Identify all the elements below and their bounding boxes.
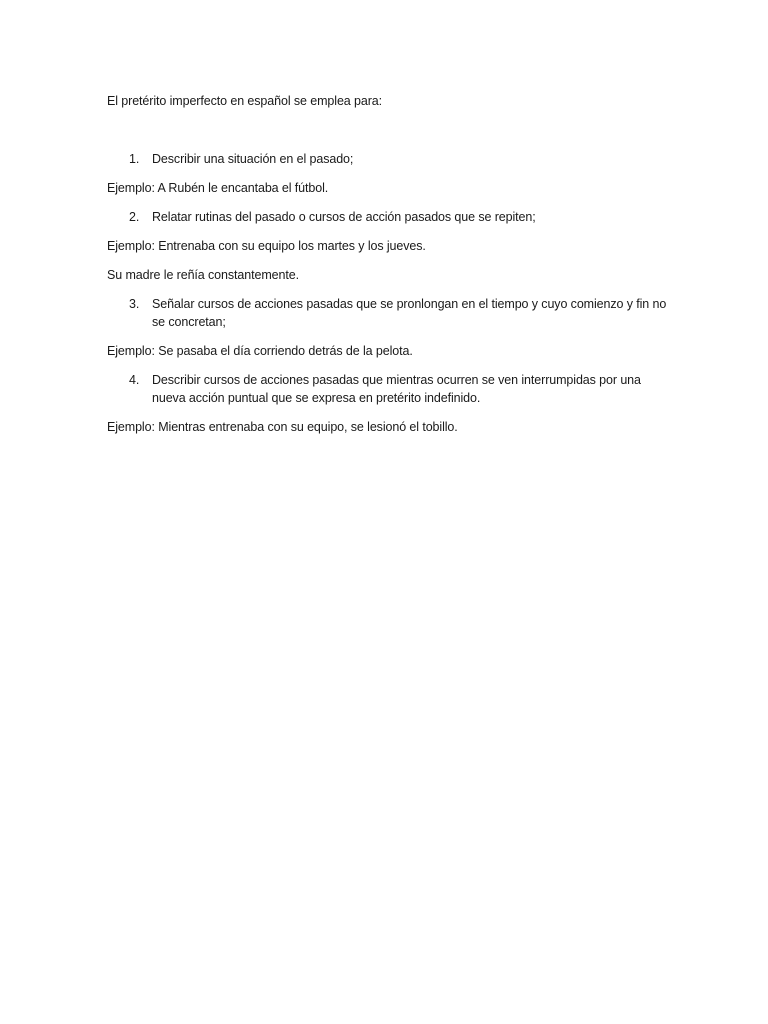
list-item-2 (107, 208, 667, 226)
list-item-text: Señalar cursos de acciones pasadas que se pronlongan en el tiempo y cuyo comienzo y fin no se concretan; (152, 297, 667, 329)
list-item-text: Relatar rutinas del pasado o cursos de acción pasados que se repiten; (152, 210, 536, 224)
list-number: 4. (129, 373, 140, 387)
list-item-3 (107, 295, 667, 331)
example-paragraph: Ejemplo: A Rubén le encantaba el fútbol. (107, 181, 329, 195)
example-paragraph: Su madre le reñía constantemente. (107, 268, 299, 282)
intro-paragraph: El pretérito imperfecto en español se emplea para: (107, 94, 383, 108)
list-item-text: Describir cursos de acciones pasadas que mientras ocurren se ven interrumpidas por una nueva acción puntual que se expresa en pretérito indefinido. (152, 373, 641, 405)
list-item-text: Describir una situación en el pasado; (152, 152, 354, 166)
example-paragraph: Ejemplo: Se pasaba el día corriendo detrás de la pelota. (107, 344, 413, 358)
example-paragraph: Ejemplo: Entrenaba con su equipo los martes y los jueves. (107, 239, 426, 253)
document-body (107, 92, 667, 447)
list-number: 3. (129, 297, 140, 311)
list-number: 1. (129, 152, 140, 166)
example-paragraph: Ejemplo: Mientras entrenaba con su equipo, se lesionó el tobillo. (107, 420, 458, 434)
list-number: 2. (129, 210, 140, 224)
list-item-1 (107, 150, 667, 168)
list-item-4 (107, 371, 667, 407)
